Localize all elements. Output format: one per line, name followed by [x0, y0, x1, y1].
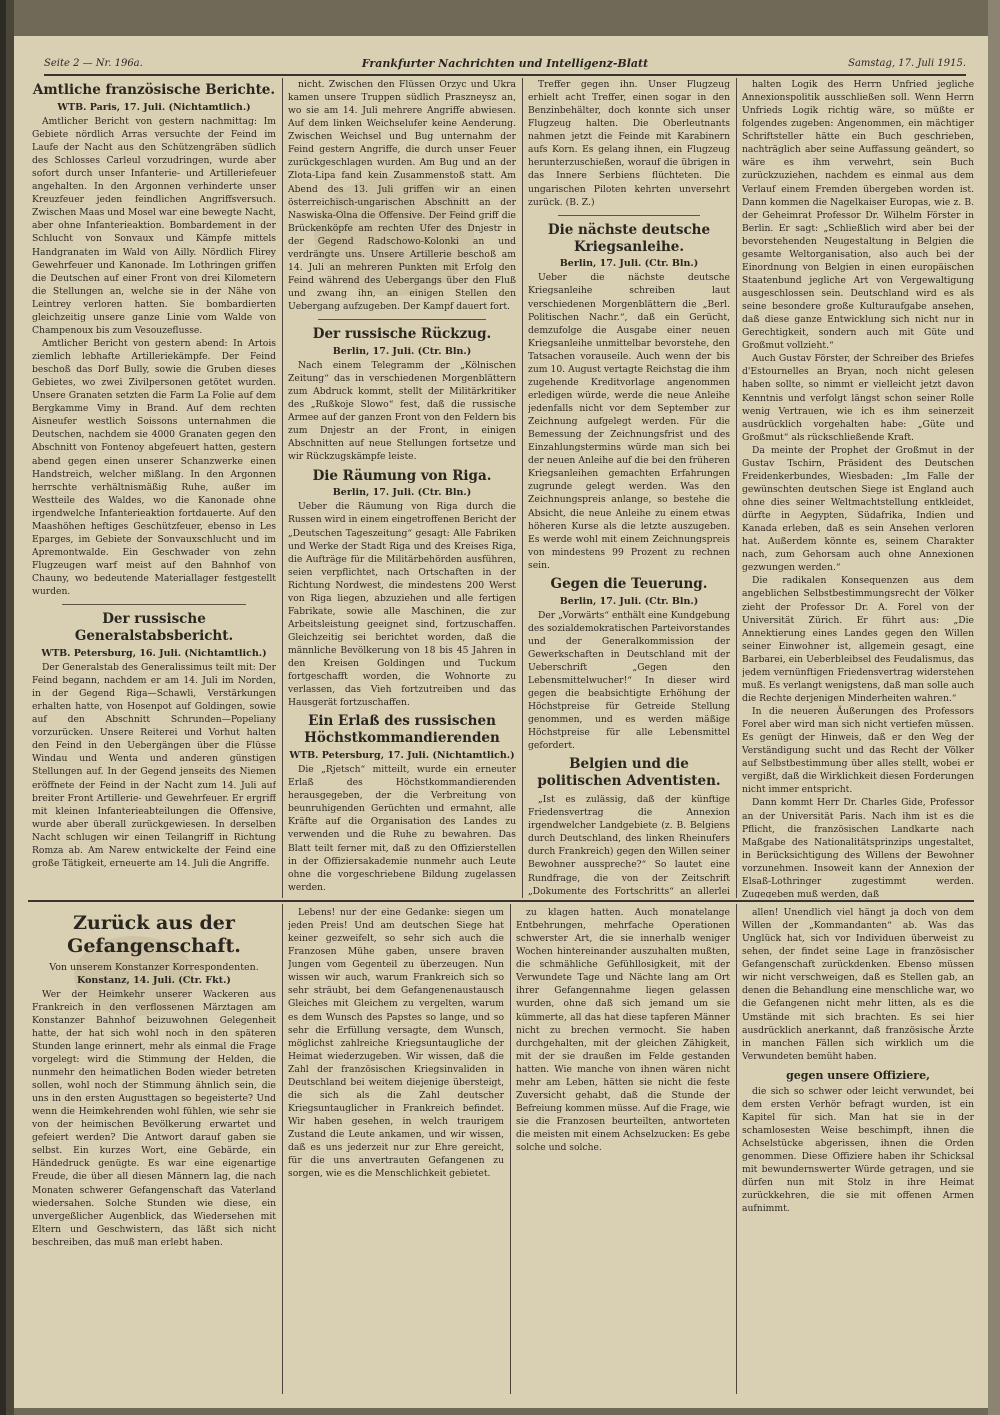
article-paragraph: Der Generalstab des Generalissimus teilt mit: Der Feind begann, nachdem er am 14. Juli im Norden, in der Gegend Riga—Schawli, Verstärkungen erhalten hatte, von Hosenpot auf Goldingen, sowie auf den Abschnitt Schrunden—Popeliany vorzurücken. Unsere Reiterei und Vorhut halten den Feind in den Uebergängen über die Flüsse Windau und Wenta und anderen günstigen Stellungen auf. In der Gegend jenseits des Niemen eröffnete der Feind in der Nacht zum 14. Juli auf breiter Front Artillerie- und Gewehrfeuer. Er ergriff mit kleinen Infanterieabteilungen die Offensive, wurde aber überall zurückgewiesen. In derselben Nacht schlugen wir einen Teilangriff in Richtung Romza ab. Am Narew entwickelte der Feind eine große Tätigkeit, erneuerte am 14. Juli die Angriffe. [32, 661, 276, 869]
column-3 [528, 78, 730, 898]
issue-date: Samstag, 17. Juli 1915. [848, 58, 966, 69]
section-rule [28, 900, 974, 902]
bottom-column-4 [742, 906, 974, 1401]
dateline: Konstanz, 14. Juli. (Ctr. Fkt.) [77, 974, 231, 986]
dateline: WTB. Petersburg, 16. Juli. (Nichtamtlich.) [41, 647, 267, 659]
article-title: Amtliche französische Berichte. [32, 82, 276, 98]
bottom-column-3 [516, 906, 730, 1401]
column-1 [32, 78, 276, 898]
running-header [44, 56, 966, 76]
article-paragraph: zu klagen hatten. Auch monatelange Entbehrungen, mehrfache Operationen schwerster Art, die sie innerhalb weniger Wochen hintereinander auszuhalten mußten, die schmähliche Gefühllosigkeit, mit der Verwundete Tage und Nächte lang am Ort ihrer Gefangennahme liegen gelassen wurden, ohne daß sich jemand um sie kümmerte, all das hat diese tapferen Männer nicht zu brechen vermocht. Sie haben durchgehalten, mit der gleichen Zähigkeit, mit der sie draußen im Felde gestanden hatten. Wie manche von ihnen wären nicht mehr am Leben, hätten sie nicht die feste Zuversicht gehabt, daß die Stunde der Befreiung kommen müsse. Auf die Frage, wie sie die Franzosen beurteilten, antworteten die meisten mit einem Achselzucken: Es gebe solche und solche. [516, 907, 730, 1154]
article-title: Gegen die Teuerung. [550, 575, 708, 592]
article-paragraph: halten Logik des Herrn Unfried jegliche Annexionspolitik ausschließen soll. Wenn Herrn Unfrieds Logik richtig wäre, so müßte er folgendes zugeben: Angenommen, ein mächtiger Schriftsteller hätte ein Buch geschrieben, nachträglich aber seine Auffassung geändert, so wäre es ihm verwehrt, sein Buch zurückzuziehen, nachdem es einmal aus dem Verlauf einem Fremden übergeben worden ist. Dann kommen die Nagelkaiser Europas, wie z. B. der Geheimrat Professor Dr. Wilhelm Förster in Berlin. Er sagt: „Schließlich wird aber bei der bevorstehenden Neugestaltung in Belgien die gesamte Weltorganisation, also auch bei der Einordnung von Belgien in einen europäischen Staatenbund jegliche Art von Vergewaltigung ausgeschlossen sein. Deutschland wird es als seine besondere große Kulturaufgabe ansehen, daß diese ganze Entwicklung sich nicht nur in Gerechtigkeit, sondern auch mit Güte und Großmut vollzieht.“ [742, 79, 974, 352]
bottom-column-1 [32, 906, 276, 1401]
article-paragraph: Ueber die nächste deutsche Kriegsanleihe schreiben laut verschiedenen Morgenblättern die „Berl. Politischen Nachr.“, daß ein Gerücht, demzufolge die Ausgabe einer neuen Kriegsanleihe unmittelbar bevorstehe, den Tatsachen vorauseile. Auch wenn der bis zum 10. August vertagte Reichstag die ihm zugehende Kreditvorlage angenommen erledigen würde, werde die neue Anleihe jedenfalls nicht vor dem September zur Zeichnung aufgelegt werden. Für die Bemessung der Zeichnungsfrist und des Einzahlungstermins würde man sich bei der neuen Anleihe auf die bei den früheren Kriegsanleihen gemachten Erfahrungen zugrunde gelegt werden. Was den Zeichnungspreis anlange, so bestehe die Absicht, die neue Anleihe zu einem etwas höheren Kurse als die letzte auszugeben. Es werde wohl mit einem Zeichnungspreis von mindestens 99 Prozent zu rechnen sein. [528, 272, 730, 571]
column-rule [736, 78, 737, 898]
column-rule [522, 78, 523, 898]
article-title: Die nächste deutsche Kriegsanleihe. [547, 221, 711, 255]
column-rule [510, 904, 511, 1394]
article-separator [318, 319, 486, 320]
dateline: Berlin, 17. Juli. (Ctr. Bln.) [559, 258, 699, 270]
article-paragraph: Wer der Heimkehr unserer Wackeren aus Frankreich in den verflossenen Märztagen am Konstanzer Bahnhof beizuwohnen Gelegenheit hatte, der hat sich wohl noch in den späteren Stunden lange erinnert, mehr als einmal die Frage vorgelegt: wird die Stimmung der Helden, die nunmehr den heimatlichen Boden wieder betreten sollen, wohl noch der Stimmung ähnlich sein, die uns in den ersten Augusttagen so begeisterte? Und wenn die Heimkehrenden wohl fühlen, wie sehr sie von der heimischen Bevölkerung erwartet und gefeiert werden? Die Antwort darauf gaben sie selbst. Ein kurzes Wort, eine Gebärde, ein Händedruck genügte. Es war eine eigenartige Freude, die über all diesen Männern lag, die nach Monaten schwerer Gefangenschaft das Vaterland wiedersahen. Solche Stunden wie diese, ein unvergeßlicher Augenblick, das Wiedersehen mit Eltern und Geschwistern, das läßt sich nicht beschreiben, das muß man erlebt haben. [32, 988, 276, 1248]
column-rule [282, 904, 283, 1394]
article-paragraph: Die „Rjetsch“ mitteilt, wurde ein erneuter Erlaß des Höchstkommandierenden herausgegeben, der die Verbreitung von beunruhigenden Gerüchten und ermahnt, alle Kräfte auf die Organisation des Landes zu verwenden und die Ruhe zu bewahren. Das Blatt teilt ferner mit, daß zu den Offizierstellen in der Offiziersakademie nunmehr auch Leute ohne die vorgeschriebene Bildung zugelassen werden. [288, 764, 516, 893]
article-separator [62, 604, 246, 605]
article-title: Die Räumung von Riga. [312, 467, 492, 484]
article-paragraph: Auch Gustav Förster, der Schreiber des Briefes d'Estournelles an Bryan, noch nicht gelesen haben sollte, so nimmt er vielleicht jetzt davon Kenntnis und verfolgt längst schon seiner Rolle wenig Vertrauen, wie ich es ihm seinerzeit ausdrücklich vorgehalten habe: „Güte und Großmut“ als rückschließende Kraft. [742, 353, 974, 443]
article-paragraph: nicht. Zwischen den Flüssen Orzyc und Ukra kamen unsere Truppen südlich Praszneysz an, wo sie am 14. Juli mehrere Angriffe abwiesen. Auf dem linken Weichselufer keine Aenderung. Zwischen Weichsel und Bug unternahm der Feind gestern Angriffe, die durch unser Feuer zurückgeschlagen wurden. Am Bug und an der Zlota-Lipa fand kein Zusammenstoß statt. Am Abend des 13. Juli griffen wir an einen österreichisch-ungarischen Abschnitt an der Naswiska-Olna die Offensive. Der Feind griff die Brückenköpfe am rechten Ufer des Dnjestr in der Gegend Radschowo-Kolonki an und verdrängte uns. Unsere Artillerie beschoß am 14. Juli an mehreren Punkten mit Erfolg den Feind während des Uebergangs über den Fluß und zwang ihn, an einigen Stellen den Uebergang aufzugeben. Der Kampf dauert fort. [288, 79, 516, 313]
newspaper-page [14, 36, 988, 1408]
section-subheading: gegen unsere Offiziere, [786, 1068, 930, 1082]
article-paragraph: Der „Vorwärts“ enthält eine Kundgebung des sozialdemokratischen Parteivorstandes und der Generalkommission der Gewerkschaften in Deutschland mit der Ueberschrift „Gegen den Lebensmittelwucher!“ In dieser wird gegen die beabsichtigte Erhöhung der Höchstpreise für Getreide Stellung genommen, und es werden mäßige Höchstpreise für alle Lebensmittel gefordert. [528, 609, 730, 752]
article-paragraph: Amtlicher Bericht von gestern abend: In Artois ziemlich lebhafte Artilleriekämpfe. Der Feind beschoß das Dorf Bully, sowie die Gruben dieses Gebietes, wo zwei Zivilpersonen getötet wurden. Unsere Granaten setzten die Farm La Folie auf dem Bergkamme Vimy in Brand. Auf dem rechten Aisneufer westlich Soissons unternahmen die Deutschen, nachdem sie 4000 Granaten gegen den Abschnitt von Fontenoy abgefeuert hatten, gestern abend gegen einen unserer Schanzwerke einen Handstreich, welcher mißlang. In den Argonnen herrschte verhältnismäßig Ruhe, außer im Westteile des Waldes, wo die Kanonade ohne irgendwelche Infanterieaktion fortdauerte. Auf den Maashöhen heftiges Geschützfeuer, ebenso in Les Eparges, im Gebiete der Sonvauxschlucht und im Apremontwalde. Ein Geschwader von zehn Flugzeugen warf meist auf den Bahnhof von Chauny, wo bedeutende Materiallager festgestellt wurden. [32, 337, 276, 598]
article-paragraph: Ueber die Räumung von Riga durch die Russen wird in einem eingetroffenen Bericht der „Deutschen Tageszeitung“ gesagt: Alle Fabriken und Werke der Stadt Riga und des Kreises Riga, die Aufträge für die Militärbehörden ausführen, seien verpflichtet, nach Ortschaften in der Richtung Nordwest, die mindestens 200 Werst von Riga liegen, abzuziehen und alle fertigen Fabrikate, sowie alle Maschinen, die zur Arbeitsleistung geeignet sind, fortzuschaffen. Gleichzeitig sei berichtet worden, daß die männliche Bevölkerung von 18 bis 45 Jahren in den Kreisen Goldingen und Tuckum fortgeschafft worden, die Wohnorte zu verlassen, das Vieh fortzutreiben und das Hausgerät fortzuschaffen. [288, 501, 516, 709]
article-title: Ein Erlaß des russischen Höchstkommandierenden [304, 713, 500, 747]
dateline: Berlin, 17. Juli. (Ctr. Bln.) [559, 595, 699, 607]
article-paragraph: „Ist es zulässig, daß der künftige Friedensvertrag die Annexion irgendwelcher Landgebiete (z. B. Belgiens durch Deutschland, des linken Rheinufers durch Frankreich) gegen den Willen seiner Bewohner ausspreche?“ So lautet eine Rundfrage, die von der Zeitschrift „Dokumente des Fortschritts“ an allerlei [528, 794, 730, 897]
column-rule [736, 904, 737, 1394]
article-title: Belgien und die politischen Adventisten. [537, 756, 721, 790]
article-paragraph: Dann kommt Herr Dr. Charles Gide, Professor an der Universität Paris. Nach ihm ist es die Pflicht, die französischen Landkarte nach Maßgabe des Nationalitätsprinzips ungestaltet, in Berücksichtigung des Willens der Bewohner vorzunehmen. Insoweit kann der Annexion der Elsaß-Lothringer zugestimmt werden. Zugegeben muß werden, daß [742, 797, 974, 898]
dateline: WTB. Petersburg, 17. Juli. (Nichtamtlich.) [289, 750, 515, 762]
article-paragraph: In die neueren Äußerungen des Professors Forel aber wird man sich nicht vertiefen müssen. Es genügt der Hinweis, daß er den Weg der Verständigung sucht und das Recht der Völker auf Selbstbestimmung über alles stellt, wobei er vergißt, daß die Wirklichkeit diesen Forderungen nicht immer entspricht. [742, 706, 974, 796]
article-title: Der russische Rückzug. [312, 326, 492, 343]
column-rule [282, 78, 283, 898]
article-paragraph: Amtlicher Bericht von gestern nachmittag: Im Gebiete nördlich Arras versuchte der Feind im Laufe der Nacht aus den Schützengräben südlich des Schlosses Carleul vorzudringen, wurde aber sofort durch unser Infanterie- und Artilleriefeuer angehalten. In den Argonnen verhinderte unser Kreuzfeuer jeden feindlichen Angriffsversuch. Zwischen Maas und Mosel war eine bewegte Nacht, aber ohne Infanterieaktion. Bombardement in der Schlucht von Sonvaux und Kämpfe mittels Handgranaten im Wald von Ailly. Nördlich Flirey Gewehrfeuer und Kanonade. Im Lothringen griffen die Deutschen auf einer Front von drei Kilometern die Stellungen an, welche sie in der Nähe von Leintrey verloren hatten. Sie bombardierten gleichzeitig unsere ganze Linie vom Walde von Champenoux bis zum Vesouzeflusse. [32, 115, 276, 336]
article-paragraph: Da meinte der Prophet der Großmut in der Gustav Tschirn, Präsident des Deutschen Freidenkerbundes, Wiesbaden: „Im Falle der gewünschten deutschen Siege ist England auch ohne dies seiner Weltmachtstellung entkleidet, dürfte in Aegypten, Südafrika, Indien und Kanada erleben, daß es sein Ansehen verloren hat. Außerdem könnte es, seinem Charakter nach, zum Gehorsam auch ohne Annexionen gezwungen werden.“ [742, 444, 974, 574]
page-edge-right [988, 0, 1000, 1415]
article-paragraph: Die radikalen Konsequenzen aus dem angeblichen Selbstbestimmungsrecht der Völker zieht der Professor Dr. A. Forel von der Universität Zürich. Er führt aus: „Die Annektierung eines Landes gegen den Willen seiner Einwohner ist, allgemein gesagt, eine Barbarei, ein Ueberbleibsel des Feudalismus, das jedem vernünftigen Friedensvertrag widerstehen muß. Es verlangt wenigstens, daß man solle auch die Rechte derjenigen Minderheiten wahren.“ [742, 575, 974, 704]
bottom-column-2 [288, 906, 504, 1401]
article-paragraph: die sich so schwer oder leicht verwundet, bei dem ersten Verhör befragt wurden, ist ein Kapitel für sich. Man hat sie in der schamlosesten Weise beschimpft, ihnen die Achselstücke abgerissen, ihnen die Orden genommen. Diese Offiziere haben ihr Schicksal mit bewundernswerter Würde getragen, und sie dürfen nun mit Stolz in ihre Heimat zurückkehren, die sie mit offenen Armen aufnimmt. [742, 1085, 974, 1215]
article-paragraph: Treffer gegen ihn. Unser Flugzeug erhielt acht Treffer, einen sogar in den Benzinbehälter, doch konnte sich unser Flugzeug halten. Die Oberleutnants nahmen jetzt die Feinde mit Karabinern aufs Korn. Es gelang ihnen, ein Flugzeug herunterzuschießen, worauf die übrigen in das Innere Serbiens flüchteten. Die ungarischen Piloten kehrten unversehrt zurück. (B. Z.) [528, 79, 730, 208]
article-title: Der russische Generalstabsbericht. [74, 611, 234, 645]
article-title: Zurück aus der Gefangenschaft. [67, 912, 241, 957]
column-4 [742, 78, 974, 898]
article-separator [558, 215, 700, 216]
newspaper-title: Frankfurter Nachrichten und Intelligenz-Blatt [361, 57, 649, 70]
dateline: Berlin, 17. Juli. (Ctr. Bln.) [332, 346, 472, 357]
dateline: WTB. Paris, 17. Juli. (Nichtamtlich.) [57, 101, 251, 113]
column-2 [288, 78, 516, 898]
article-byline: Von unserem Konstanzer Korrespondenten. [49, 961, 259, 973]
article-paragraph: allen! Unendlich viel hängt ja doch von dem Willen der „Kommandanten“ ab. Was das Unglück hat, sich vor Individuen überweist zu sehen, der findet seine Lage in französischer Gefangenschaft zurückdenken. Ebenso müssen wir nicht verschweigen, daß es Stellen gab, an denen die Behandlung eine menschliche war, wo die Gefangenen nicht mehr litten, als es die Umstände mit sich brachten. Es sei hier ausdrücklich anerkannt, daß französische Ärzte in manchen Fällen sich wirklich um die Verwundeten bemüht haben. [742, 907, 974, 1062]
dateline: Berlin, 17. Juli. (Ctr. Bln.) [332, 487, 472, 499]
page-number: Seite 2 — Nr. 196a. [44, 58, 143, 69]
page-binding-shadow [0, 0, 6, 1415]
article-paragraph: Nach einem Telegramm der „Kölnischen Zeitung“ das in verschiedenen Morgenblättern zum Abdruck kommt, stellt der Militärkritiker des „Rußkoje Slowo“ fest, daß die russische Armee auf der ganzen Front von den Feldern bis zum Dnjestr an der Front, in einigen Abschnitten auf neue Stellungen fortsetze und wir Rückzugskämpfe leiste. [288, 360, 516, 463]
article-paragraph: Lebens! nur der eine Gedanke: siegen um jeden Preis! Und am deutschen Siege hat keiner gezweifelt, so sehr sich auch die Franzosen Mühe gaben, unsere braven Jungen vom Gegenteil zu überzeugen. Nun wissen wir auch, warum Frankreich sich so sehr sträubt, bei dem Gefangenenaustausch Gleiches mit Gleichem zu vergelten, warum es dem Wunsch des Papstes so lange, und so sehr die Erfüllung versagte, dem Wunsch, möglichst zahlreiche Kriegsuntaugliche der Heimat wiederzugeben. Wir wissen, daß die Zahl der französischen Kriegsinvaliden in Deutschland bei weitem diejenige übersteigt, die sich als die Zahl deutscher Kriegsuntauglicher in Frankreich befindet. Wir haben gesehen, in welch traurigem Zustand die Leute ankamen, und wir wissen, daß es uns jederzeit nur zur Ehre gereicht, für die uns anvertrauten Gefangenen zu sorgen, wie es die Menschlichkeit gebietet. [288, 907, 504, 1180]
